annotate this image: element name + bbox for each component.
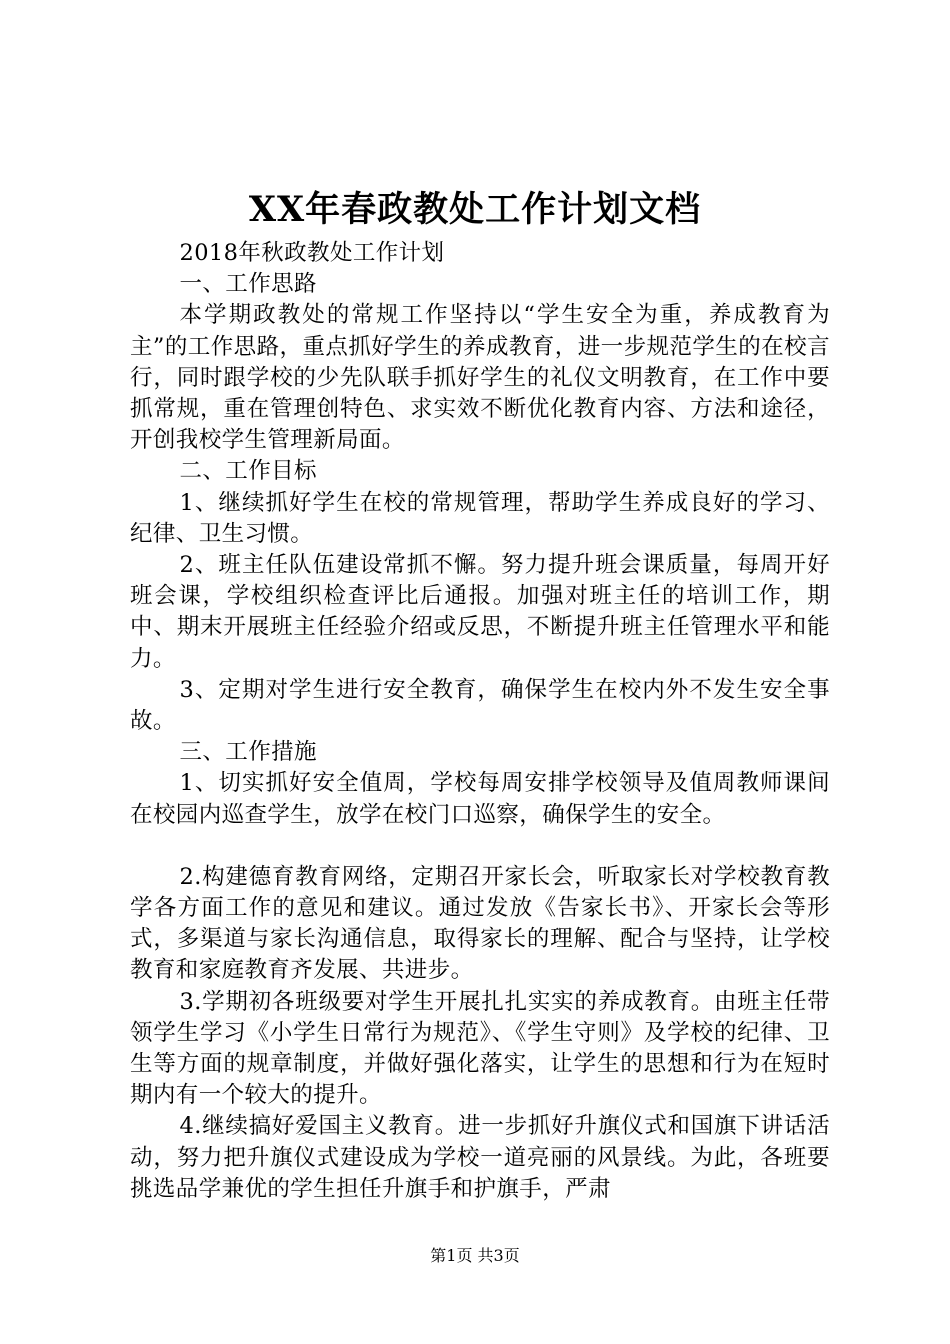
paragraph-goal-2: 2、班主任队伍建设常抓不懈。努力提升班会课质量，每周开好班会课，学校组织检查评比后通报。加强对班主任的培训工作，期中、期末开展班主任经验介绍或反思，不断提升班主任管理水平和能力。 <box>130 552 830 672</box>
paragraph-goal-1: 1、继续抓好学生在校的常规管理，帮助学生养成良好的学习、纪律、卫生习惯。 <box>130 489 830 547</box>
paragraph-measure-3: 3.学期初各班级要对学生开展扎扎实实的养成教育。由班主任带领学生学习《小学生日常行为规范》、《学生守则》及学校的纪律、卫生等方面的规章制度，并做好强化落实，让学生的思想和行为在短时期内有一个较大的提升。 <box>130 988 830 1109</box>
paragraph-goal-3: 3、定期对学生进行安全教育，确保学生在校内外不发生安全事故。 <box>130 676 830 735</box>
document-title: XX年春政教处工作计划文档 <box>248 189 702 230</box>
paragraph-approach: 本学期政教处的常规工作坚持以“学生安全为重，养成教育为主”的工作思路，重点抓好学生的养成教育，进一步规范学生的在校言行，同时跟学校的少先队联手抓好学生的礼仪文明教育，在工作中要抓常规，重在管理创特色、求实效不断优化教育内容、方法和途径，开创我校学生管理新局面。 <box>130 302 830 454</box>
heading-work-measures: 三、工作措施 <box>179 739 317 766</box>
paragraph-measure-2: 2.构建德育教育网络，定期召开家长会，听取家长对学校教育教学各方面工作的意见和建议。通过发放《告家长书》、开家长会等形式，多渠道与家长沟通信息，取得家长的理解、配合与坚持，让学校教育和家庭教育齐发展、共进步。 <box>130 863 830 984</box>
paragraph-measure-1: 1、切实抓好安全值周，学校每周安排学校领导及值周教师课间在校园内巡查学生，放学在校门口巡察，确保学生的安全。 <box>130 770 830 828</box>
document-body <box>130 238 830 1205</box>
heading-work-approach: 一、工作思路 <box>179 271 317 298</box>
heading-work-goals: 二、工作目标 <box>179 458 317 485</box>
page-number-footer: 第1页 共3页 <box>430 1246 520 1265</box>
paragraph-subtitle: 2018年秋政教处工作计划 <box>179 240 445 266</box>
paragraph-measure-4: 4.继续搞好爱国主义教育。进一步抓好升旗仪式和国旗下讲话活动，努力把升旗仪式建设成为学校一道亮丽的风景线。为此，各班要挑选品学兼优的学生担任升旗手和护旗手，严肃 <box>130 1113 830 1202</box>
